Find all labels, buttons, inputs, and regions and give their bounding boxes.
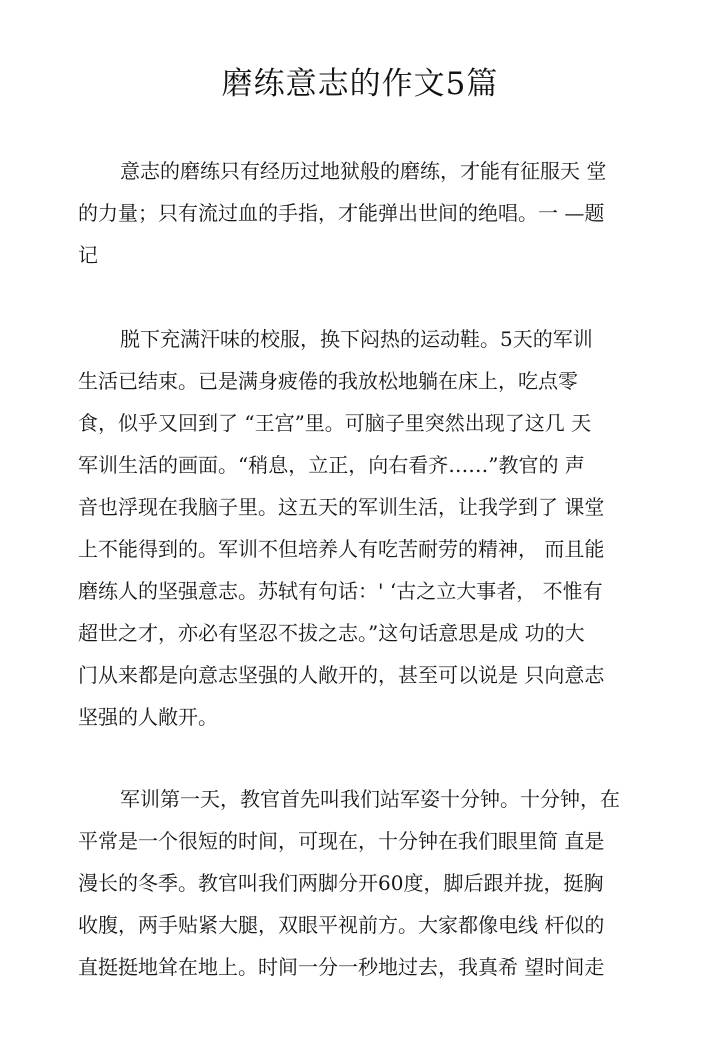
paragraph-line: 的力量；只有流过血的手指，才能弹出世间的绝唱。一 —题 [78, 201, 605, 225]
paragraph-line: 意志的磨练只有经历过地狱般的磨练，才能有征服天 堂 [120, 159, 607, 183]
paragraph-first-day [78, 778, 648, 988]
paragraph-military-training-end [78, 318, 648, 738]
paragraph-line: 收腹，两手贴紧大腿，双眼平视前方。大家都像电线 杆似的 [78, 913, 605, 937]
paragraph-line: 漫长的冬季。教官叫我们两脚分开60度，脚后跟并拢，挺胸 [78, 871, 604, 895]
paragraph-line: 军训第一天，教官首先叫我们站军姿十分钟。十分钟，在 [120, 787, 620, 811]
paragraph-line: 直挺挺地耸在地上。时间一分一秒地过去，我真希 望时间走 [78, 955, 605, 979]
paragraph-line: 生活已结束。已是满身疲倦的我放松地躺在床上，吃点零 [78, 369, 578, 393]
paragraph-line: 平常是一个很短的时间，可现在，十分钟在我们眼里简 直是 [78, 829, 605, 853]
paragraph-epigraph [78, 150, 648, 276]
paragraph-line: 脱下充满汗味的校服，换下闷热的运动鞋。5天的军训 [120, 327, 593, 351]
paragraph-line: 记 [78, 243, 98, 267]
paragraph-line: 音也浮现在我脑子里。这五天的军训生活，让我学到了 课堂 [78, 495, 605, 519]
paragraph-line: 磨练人的坚强意志。苏轼有句话：' ‘古之立大事者， 不惟有 [78, 579, 603, 603]
paragraph-line: 坚强的人敞开。 [78, 705, 218, 729]
document-title: 磨练意志的作文5篇 [221, 66, 499, 102]
paragraph-line: 军训生活的画面。“稍息，立正，向右看齐……”教官的 声 [78, 453, 585, 477]
paragraph-line: 门从来都是向意志坚强的人敞开的，甚至可以说是 只向意志 [78, 663, 605, 687]
paragraph-line: 食，似乎又回到了 “王宫”里。可脑子里突然出现了这几 天 [78, 411, 592, 435]
paragraph-line: 上不能得到的。军训不但培养人有吃苦耐劳的精神， 而且能 [78, 537, 605, 561]
paragraph-line: 超世之才，亦必有坚忍不拔之志。”这句话意思是成 功的大 [78, 621, 585, 645]
